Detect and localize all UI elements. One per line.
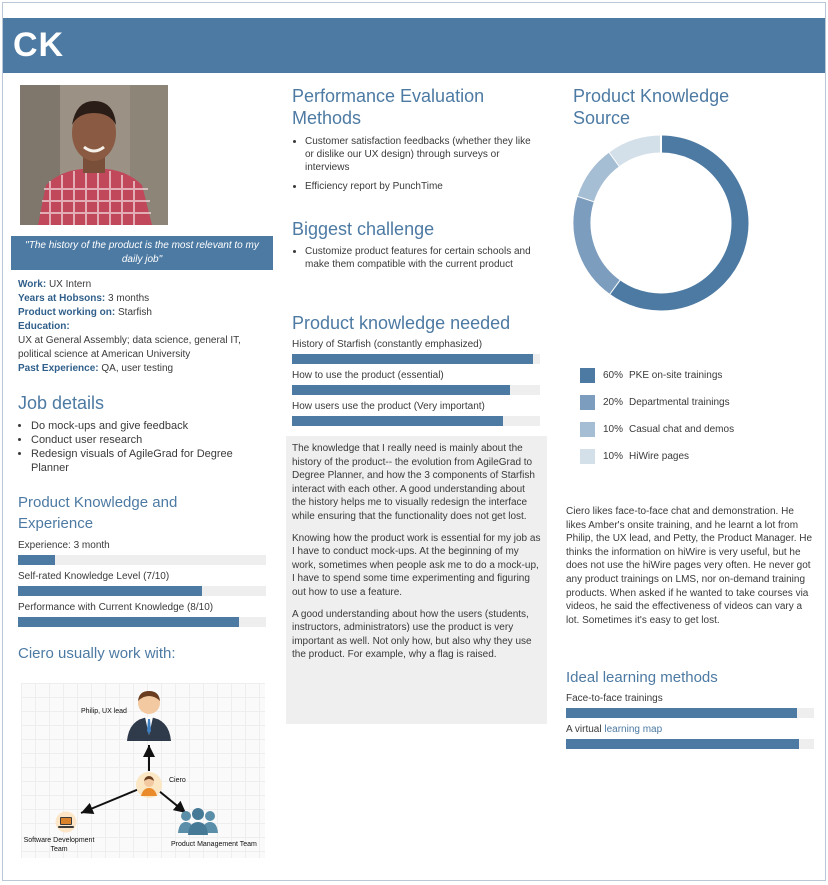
users-bar — [292, 416, 540, 426]
work-value: UX Intern — [48, 279, 92, 290]
lead-person-icon — [125, 689, 173, 746]
self-person-icon — [135, 771, 163, 804]
legend-category: Casual chat and demos — [629, 423, 735, 435]
ideal-learning-title: Ideal learning methods — [566, 669, 718, 686]
knowledge-needed-title: Product knowledge needed — [292, 313, 511, 333]
job-details-item: • Do mock-ups and give feedback — [31, 419, 268, 433]
persona-quote: "The history of the product is the most relevant to my daily job" — [11, 236, 273, 270]
lead-label: Philip, UX lead — [81, 708, 127, 715]
product-label: Product working on: — [18, 307, 116, 318]
legend-category: Departmental trainings — [629, 396, 730, 408]
header-banner — [3, 18, 825, 73]
donut-slice-1 — [582, 199, 615, 287]
knowledge-level-bar-label: Self-rated Knowledge Level (7/10) — [18, 571, 170, 582]
usage-bar-label: How to use the product (essential) — [292, 370, 444, 381]
legend-percent: 20% — [603, 396, 624, 408]
legend-percent: 10% — [603, 423, 624, 435]
knowledge-level-bar — [18, 586, 266, 596]
knowledge-level-bar-fill — [18, 586, 202, 596]
legend-row — [580, 366, 780, 384]
challenge-title: Biggest challenge — [292, 219, 435, 239]
legend-swatch — [580, 422, 595, 437]
narrative-paragraph: Knowing how the product work is essential for my job as I have to conduct mock-ups. At the beginning of my work, sometimes when people ask me to do a mock-up, I have to spend some time experimenting and figuring out how to use a feature. — [292, 532, 541, 598]
history-bar-label: History of Starfish (constantly emphasized) — [292, 339, 483, 350]
history-bar — [292, 354, 540, 364]
challenge-list — [292, 245, 542, 271]
face-to-face-bar — [566, 708, 814, 718]
persona-page — [2, 2, 826, 881]
performance-item: • Efficiency report by PunchTime — [305, 180, 542, 193]
legend-category: PKE on-site trainings — [629, 369, 723, 381]
network-title: Ciero usually work with: — [18, 645, 176, 662]
education-label: Education: — [18, 321, 70, 332]
performance-list — [292, 135, 542, 193]
pm-team-icon — [177, 807, 219, 842]
job-details-item: • Redesign visuals of AgileGrad for Degree Planner — [31, 447, 268, 475]
chart-title: Product Knowledge Source — [573, 86, 730, 128]
performance-title: Performance Evaluation Methods — [292, 86, 485, 128]
donut-slice-3 — [615, 144, 661, 159]
performance-section — [292, 85, 542, 199]
self-label: Ciero — [169, 777, 186, 784]
knowledge-experience-title: Product Knowledge and Experience — [18, 494, 178, 532]
product-value: Starfish — [118, 307, 152, 318]
education-value: UX at General Assembly; data science, general IT, political science at American University — [18, 335, 241, 360]
past-label: Past Experience: — [18, 363, 99, 374]
ideal-learning-section — [566, 667, 814, 749]
users-bar-fill — [292, 416, 503, 426]
job-details-title: Job details — [18, 393, 105, 413]
usage-bar-fill — [292, 385, 510, 395]
legend-swatch — [580, 449, 595, 464]
performance-item: • Customer satisfaction feedbacks (whether they like or dislike our UX design) through surveys or interviews — [305, 135, 542, 174]
years-value: 3 months — [108, 293, 150, 304]
experience-bar-fill — [18, 555, 55, 565]
legend-row — [580, 420, 780, 438]
persona-name: CK — [13, 26, 65, 64]
software-team-label: Software Development Team — [23, 837, 95, 853]
donut-chart — [572, 134, 750, 312]
legend-swatch — [580, 368, 595, 383]
legend-category: HiWire pages — [629, 450, 690, 462]
narrative-box — [286, 436, 547, 724]
narrative-paragraph: The knowledge that I really need is mainly about the history of the product-- the evolution from AgileGrad to Degree Planner, and how the 3 components of Starfish interact with each other. A good understanding about the history helps me to visually redesign the interface while ensuring that the functionality does not get lost. — [292, 443, 535, 522]
learning-map-link[interactable]: learning map — [604, 724, 663, 735]
experience-bar-label: Experience: 3 month — [18, 540, 110, 551]
users-bar-label: How users use the product (Very important) — [292, 401, 485, 412]
legend-percent: 10% — [603, 450, 624, 462]
legend-row — [580, 393, 780, 411]
virtual-map-bar-label — [566, 724, 814, 736]
challenge-item: • Customize product features for certain schools and make them compatible with the current product — [305, 245, 542, 271]
work-label: Work: — [18, 279, 47, 290]
donut-slice-2 — [586, 159, 615, 198]
donut-chart-svg — [572, 134, 750, 312]
legend-swatch — [580, 395, 595, 410]
challenge-section — [292, 218, 542, 277]
usage-bar — [292, 385, 540, 395]
legend-percent: 60% — [603, 369, 624, 381]
experience-bar — [18, 555, 266, 565]
history-bar-fill — [292, 354, 533, 364]
narrative-paragraph: A good understanding about how the users (students, instructors, administrators) use the product is very important as well. Not only how, but also why they use the product. For example, why a flag is raised. — [292, 608, 532, 661]
software-team-icon — [55, 811, 77, 838]
face-to-face-bar-fill — [566, 708, 797, 718]
virtual-map-bar — [566, 739, 814, 749]
chart-legend — [580, 366, 780, 465]
source-note: Ciero likes face-to-face chat and demonstration. He likes Amber's onsite training, and he learnt a lot from Philip, the UX lead, and Petty, the Product Manager. He thinks the information on hiWire is very useful, but he does not use the hiWire pages very often. He never got any product trainings on LMS, nor on-demand training products. When asked if he wanted to take courses via videos, he said the effectiveness of videos can vary a lot. Sometimes it's easy to get lost. — [566, 506, 813, 626]
profile-details — [18, 278, 268, 376]
pm-team-label: Product Management Team — [171, 841, 257, 848]
years-label: Years at Hobsons: — [18, 293, 106, 304]
job-details-section — [18, 392, 268, 475]
performance-bar — [18, 617, 266, 627]
job-details-list — [18, 419, 268, 475]
profile-photo — [20, 85, 168, 225]
job-details-item: • Conduct user research — [31, 433, 268, 447]
virtual-map-prefix: A virtual — [566, 724, 605, 735]
past-value: QA, user testing — [101, 363, 174, 374]
knowledge-experience-section — [18, 492, 266, 627]
virtual-map-bar-fill — [566, 739, 799, 749]
performance-bar-label: Performance with Current Knowledge (8/10) — [18, 602, 214, 613]
face-to-face-bar-label: Face-to-face trainings — [566, 693, 663, 704]
knowledge-needed-section — [292, 312, 540, 426]
donut-slice-0 — [615, 144, 740, 302]
performance-bar-fill — [18, 617, 239, 627]
network-diagram — [21, 683, 265, 858]
legend-row — [580, 447, 780, 465]
